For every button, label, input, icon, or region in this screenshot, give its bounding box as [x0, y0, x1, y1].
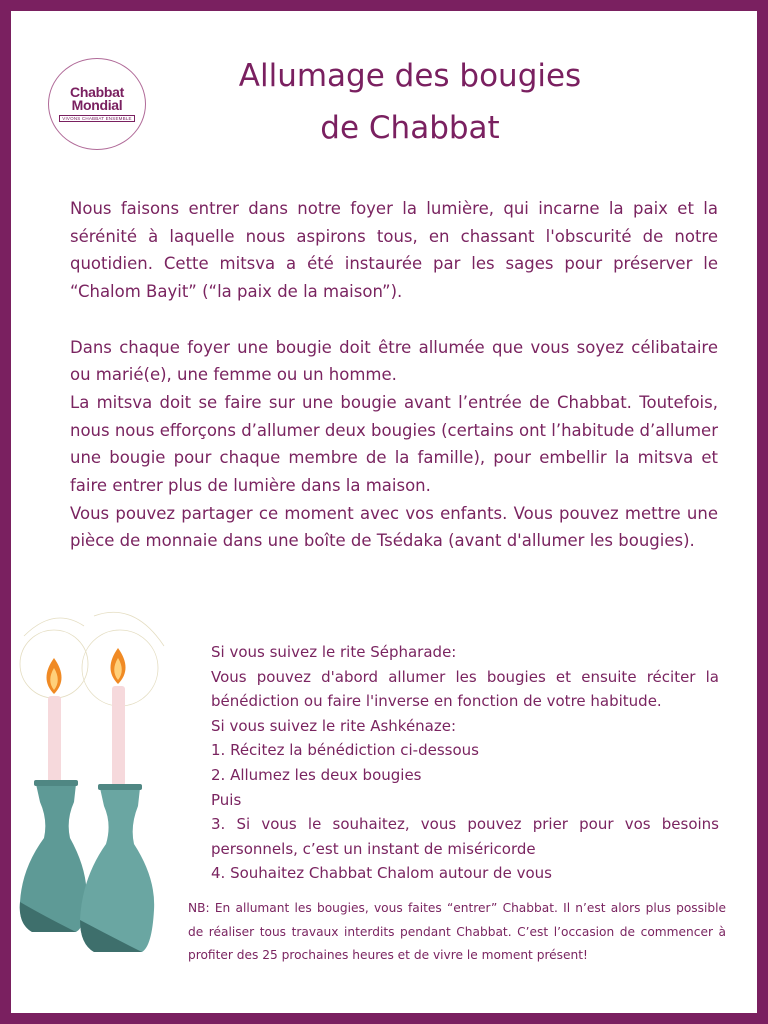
logo-line1: Chabbat	[70, 84, 124, 100]
sepharade-text: Vous pouvez d'abord allumer les bougies et ensuite réciter la bénédiction ou faire l'inverse en fonction de votre habitude.	[211, 667, 719, 711]
step-1: 1. Récitez la bénédiction ci-dessous	[211, 741, 479, 760]
sepharade-heading: Si vous suivez le rite Sépharade:	[211, 643, 457, 661]
intro-text	[70, 195, 718, 555]
logo-line2: Mondial	[71, 97, 123, 113]
title-line2: de Chabbat	[320, 110, 500, 146]
logo-tagline: VIVONS CHABBAT ENSEMBLE	[59, 115, 134, 122]
intro-paragraph-2: Dans chaque foyer une bougie doit être allumée que vous soyez célibataire ou marié(e), une femme ou un homme.	[70, 337, 718, 385]
then-label: Puis	[211, 790, 242, 809]
candle-left	[48, 696, 61, 784]
chabbat-mondial-logo	[48, 58, 146, 150]
page-title	[150, 50, 670, 154]
ashkenaze-heading: Si vous suivez le rite Ashkénaze:	[211, 716, 457, 735]
candle-right	[112, 686, 125, 786]
step-4: 4. Souhaitez Chabbat Chalom autour de vous	[211, 864, 552, 883]
step-3: 3. Si vous le souhaitez, vous pouvez prier pour vos besoins personnels, c’est un instant de miséricorde	[211, 815, 719, 858]
candles-illustration	[14, 606, 184, 966]
step-2: 2. Allumez les deux bougies	[211, 765, 422, 784]
intro-paragraph-4: Vous pouvez partager ce moment avec vos enfants. Vous pouvez mettre une pièce de monnaie dans une boîte de Tsédaka (avant d'allumer les bougies).	[70, 503, 718, 551]
note-text: NB: En allumant les bougies, vous faites “entrer” Chabbat. Il n’est alors plus possible de réaliser tous travaux interdits pendant Chabbat. C’est l’occasion de commencer à profiter des 25 prochaines heures et de vivre le moment présent!	[188, 901, 726, 962]
intro-paragraph-3: La mitsva doit se faire sur une bougie avant l’entrée de Chabbat. Toutefois, nous nous efforçons d’allumer deux bougies (certains ont l’habitude d’allumer une bougie pour chaque membre de la famille), pour embellir la mitsva et faire entrer plus de lumière dans la maison.	[70, 392, 718, 496]
title-line1: Allumage des bougies	[238, 58, 582, 94]
rites-section	[211, 640, 719, 886]
intro-paragraph-1: Nous faisons entrer dans notre foyer la lumière, qui incarne la paix et la sérénité à laquelle nous aspirons tous, en chassant l'obscurité de notre quotidien. Cette mitsva a été instaurée par les sages pour préserver le “Chalom Bayit” (“la paix de la maison”).	[70, 199, 718, 302]
